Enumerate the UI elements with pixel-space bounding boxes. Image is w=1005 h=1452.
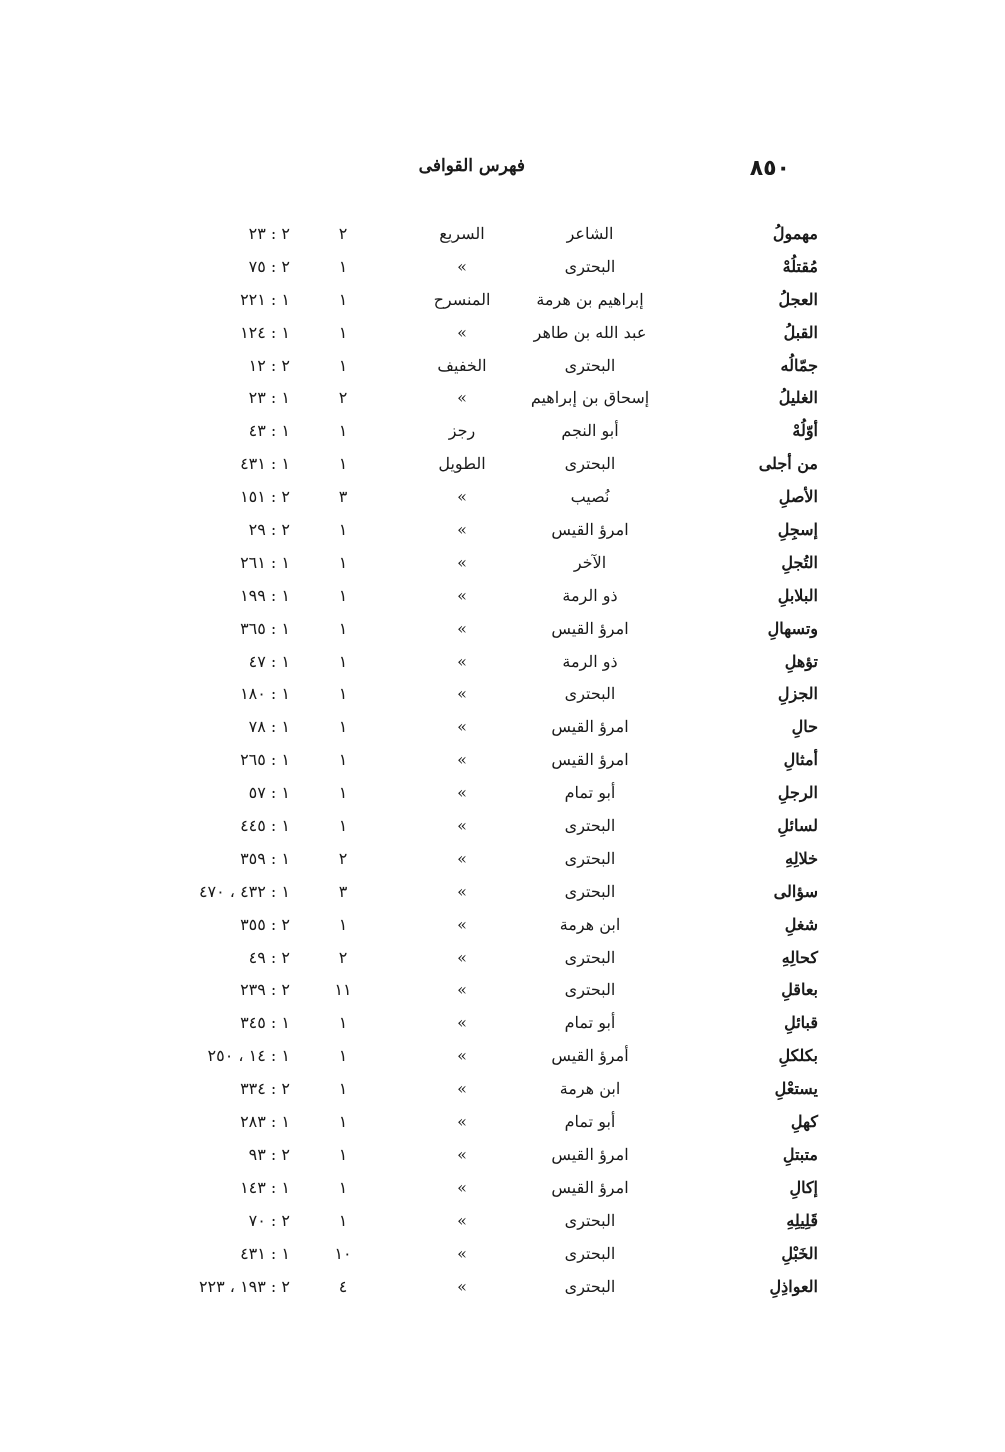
table-row bbox=[130, 974, 830, 1007]
meter-name: » bbox=[457, 980, 467, 1000]
meter-name: الطويل bbox=[438, 454, 486, 474]
page-title: فهرس القوافى bbox=[418, 156, 525, 176]
table-row bbox=[130, 251, 830, 284]
volume-page-reference: ٢ : ٢٣ bbox=[248, 224, 290, 243]
volume-page-reference: ١ : ١٩٩ bbox=[240, 585, 290, 605]
verse-count: ٢ bbox=[338, 224, 348, 243]
meter-name: السريع bbox=[439, 224, 485, 243]
verse-count: ١ bbox=[338, 783, 348, 803]
volume-page-reference: ١ : ٤٣٢ ، ٤٧٠ bbox=[198, 881, 290, 901]
rhyme-word: جمّالُه bbox=[780, 355, 818, 375]
rhyme-word: الرجلِ bbox=[777, 783, 818, 803]
poet-name: البحترى bbox=[564, 684, 616, 704]
verse-count: ١ bbox=[338, 552, 348, 572]
meter-name: » bbox=[457, 914, 467, 934]
meter-name: المنسرح bbox=[433, 289, 491, 309]
rhyme-word: الخَبْلِ bbox=[781, 1243, 818, 1263]
poet-name: البحترى bbox=[564, 816, 616, 836]
poet-name: امرؤ القيس bbox=[551, 750, 629, 770]
verse-count: ١ bbox=[338, 289, 348, 309]
page-header bbox=[140, 150, 820, 190]
rhyme-word: شغلِ bbox=[784, 914, 818, 934]
poet-name: البحترى bbox=[564, 355, 616, 375]
poet-name: البحترى bbox=[564, 1243, 616, 1263]
table-row bbox=[130, 1040, 830, 1073]
table-row bbox=[130, 810, 830, 843]
meter-name: » bbox=[457, 520, 467, 540]
table-row bbox=[130, 284, 830, 317]
table-row bbox=[130, 350, 830, 383]
verse-count: ١ bbox=[338, 717, 348, 737]
verse-count: ١ bbox=[338, 750, 348, 770]
poet-name: ذو الرمة bbox=[562, 585, 618, 605]
poet-name: البحترى bbox=[564, 256, 616, 276]
table-row bbox=[130, 777, 830, 810]
rhyme-word: تؤهلِ bbox=[784, 651, 818, 671]
rhyme-word: أمثالِ bbox=[783, 750, 818, 770]
volume-page-reference: ٢ : ٩٣ bbox=[248, 1144, 290, 1164]
poet-name: البحترى bbox=[564, 980, 616, 1000]
meter-name: » bbox=[457, 618, 467, 638]
rhyme-word: حالِ bbox=[791, 717, 818, 737]
volume-page-reference: ١ : ٢٢١ bbox=[240, 289, 290, 309]
volume-page-reference: ١ : ٣٦٥ bbox=[240, 618, 290, 638]
table-row bbox=[130, 711, 830, 744]
verse-count: ٢ bbox=[338, 388, 348, 408]
verse-count: ٤ bbox=[338, 1276, 348, 1296]
verse-count: ١ bbox=[338, 421, 348, 441]
rhyme-word: البلابلِ bbox=[777, 585, 818, 605]
volume-page-reference: ١ : ٤٣١ bbox=[240, 1243, 290, 1263]
verse-count: ١ bbox=[338, 1013, 348, 1033]
meter-name: » bbox=[457, 256, 467, 276]
verse-count: ١ bbox=[338, 816, 348, 836]
verse-count: ٢ bbox=[338, 947, 348, 967]
rhyme-word: متبتلِ bbox=[782, 1144, 818, 1164]
table-row bbox=[130, 613, 830, 646]
verse-count: ١ bbox=[338, 1144, 348, 1164]
table-row bbox=[130, 678, 830, 711]
table-row bbox=[130, 1106, 830, 1139]
rhyme-word: الجزلِ bbox=[777, 684, 818, 704]
meter-name: » bbox=[457, 487, 467, 507]
volume-page-reference: ١ : ٢٦٥ bbox=[240, 750, 290, 770]
rhyme-word: من أجلى bbox=[758, 454, 818, 474]
verse-count: ٣ bbox=[338, 881, 348, 901]
volume-page-reference: ١ : ٥٧ bbox=[248, 783, 290, 803]
meter-name: » bbox=[457, 1046, 467, 1066]
table-row bbox=[130, 843, 830, 876]
poet-name: إسحاق بن إبراهيم bbox=[530, 388, 650, 408]
rhyme-word: التُجلِ bbox=[781, 552, 818, 572]
volume-page-reference: ٢ : ٧٥ bbox=[248, 256, 290, 276]
rhyme-word: بكلكلِ bbox=[778, 1046, 818, 1066]
meter-name: » bbox=[457, 1013, 467, 1033]
meter-name: » bbox=[457, 1243, 467, 1263]
verse-count: ١١ bbox=[334, 980, 352, 1000]
verse-count: ١ bbox=[338, 651, 348, 671]
poet-name: أبو تمام bbox=[564, 1013, 616, 1033]
poet-name: امرؤ القيس bbox=[551, 717, 629, 737]
poet-name: امرؤ القيس bbox=[551, 520, 629, 540]
verse-count: ١ bbox=[338, 585, 348, 605]
meter-name: » bbox=[457, 750, 467, 770]
meter-name: » bbox=[457, 1079, 467, 1099]
rhyme-word: مُقتلُهْ bbox=[782, 256, 818, 276]
poet-name: عبد الله بن طاهر bbox=[533, 322, 647, 342]
rhyme-word: قبائلِ bbox=[784, 1013, 818, 1033]
rhyme-word: الغليلُ bbox=[778, 388, 818, 408]
rhyme-word: العواذِلِ bbox=[769, 1276, 818, 1296]
volume-page-reference: ٢ : ٣٥٥ bbox=[240, 914, 290, 934]
verse-count: ١ bbox=[338, 322, 348, 342]
poet-name: البحترى bbox=[564, 1276, 616, 1296]
table-row bbox=[130, 580, 830, 613]
table-row bbox=[130, 1007, 830, 1040]
poet-name: ابن هرمة bbox=[559, 914, 621, 934]
table-row bbox=[130, 1238, 830, 1271]
meter-name: » bbox=[457, 1210, 467, 1230]
meter-name: » bbox=[457, 1276, 467, 1296]
volume-page-reference: ٢ : ١٩٣ ، ٢٢٣ bbox=[198, 1276, 290, 1296]
meter-name: » bbox=[457, 947, 467, 967]
poet-name: نُصيب bbox=[570, 487, 610, 507]
verse-count: ١ bbox=[338, 684, 348, 704]
verse-count: ١ bbox=[338, 1210, 348, 1230]
meter-name: » bbox=[457, 651, 467, 671]
poet-name: امرؤ القيس bbox=[551, 1144, 629, 1164]
volume-page-reference: ١ : ٢٦١ bbox=[240, 552, 290, 572]
poet-name: أبو تمام bbox=[564, 1112, 616, 1132]
rhyme-word: وتسهالِ bbox=[767, 618, 818, 638]
table-row bbox=[130, 1205, 830, 1238]
poet-name: إبراهيم بن هرمة bbox=[536, 289, 644, 309]
meter-name: » bbox=[457, 881, 467, 901]
verse-count: ٢ bbox=[338, 848, 348, 868]
rhyme-word: إكالِ bbox=[789, 1177, 818, 1197]
meter-name: » bbox=[457, 1144, 467, 1164]
poet-name: الشاعر bbox=[566, 224, 614, 243]
rhyme-word: أوّلُهْ bbox=[792, 421, 818, 441]
volume-page-reference: ١ : ٤٤٥ bbox=[240, 816, 290, 836]
volume-page-reference: ١ : ٣٤٥ bbox=[240, 1013, 290, 1033]
meter-name: » bbox=[457, 1177, 467, 1197]
rhyme-word: بعاقلِ bbox=[781, 980, 818, 1000]
verse-count: ١ bbox=[338, 618, 348, 638]
rhyme-index-table bbox=[130, 218, 830, 1303]
table-row bbox=[130, 317, 830, 350]
volume-page-reference: ٢ : ٢٣٩ bbox=[240, 980, 290, 1000]
volume-page-reference: ١ : ١٢٤ bbox=[240, 322, 290, 342]
volume-page-reference: ١ : ٤٧ bbox=[248, 651, 290, 671]
verse-count: ١ bbox=[338, 914, 348, 934]
poet-name: أبو النجم bbox=[561, 421, 619, 441]
table-row bbox=[130, 415, 830, 448]
volume-page-reference: ١ : ٢٨٣ bbox=[240, 1112, 290, 1132]
rhyme-word: العجلُ bbox=[778, 289, 818, 309]
rhyme-word: القبلُ bbox=[783, 322, 818, 342]
volume-page-reference: ١ : ٢٣ bbox=[248, 388, 290, 408]
volume-page-reference: ٢ : ٧٠ bbox=[248, 1210, 290, 1230]
table-row bbox=[130, 744, 830, 777]
verse-count: ١ bbox=[338, 1177, 348, 1197]
volume-page-reference: ١ : ١٤ ، ٢٥٠ bbox=[207, 1046, 290, 1066]
poet-name: البحترى bbox=[564, 1210, 616, 1230]
volume-page-reference: ٢ : ٢٩ bbox=[248, 520, 290, 540]
verse-count: ١ bbox=[338, 256, 348, 276]
poet-name: البحترى bbox=[564, 454, 616, 474]
volume-page-reference: ١ : ٧٨ bbox=[248, 717, 290, 737]
volume-page-reference: ١ : ٣٥٩ bbox=[240, 848, 290, 868]
volume-page-reference: ٢ : ٤٩ bbox=[248, 947, 290, 967]
verse-count: ١ bbox=[338, 1079, 348, 1099]
rhyme-word: كهلِ bbox=[790, 1112, 818, 1132]
rhyme-word: خلالِهِ bbox=[785, 848, 818, 868]
table-row bbox=[130, 448, 830, 481]
poet-name: ذو الرمة bbox=[562, 651, 618, 671]
table-row bbox=[130, 1271, 830, 1304]
volume-page-reference: ١ : ١٨٠ bbox=[240, 684, 290, 704]
table-row bbox=[130, 1139, 830, 1172]
meter-name: » bbox=[457, 388, 467, 408]
table-row bbox=[130, 218, 830, 251]
verse-count: ١ bbox=[338, 1046, 348, 1066]
rhyme-word: الأصلِ bbox=[778, 487, 818, 507]
poet-name: الآخر bbox=[573, 552, 607, 572]
poet-name: البحترى bbox=[564, 881, 616, 901]
poet-name: امرؤ القيس bbox=[551, 1177, 629, 1197]
poet-name: البحترى bbox=[564, 947, 616, 967]
poet-name: امرؤ القيس bbox=[551, 618, 629, 638]
page-number: ٨٥٠ bbox=[749, 156, 790, 181]
meter-name: » bbox=[457, 684, 467, 704]
rhyme-word: يستعْلِ bbox=[774, 1079, 818, 1099]
table-row bbox=[130, 909, 830, 942]
meter-name: » bbox=[457, 322, 467, 342]
meter-name: » bbox=[457, 783, 467, 803]
table-row bbox=[130, 1172, 830, 1205]
volume-page-reference: ٢ : ٣٣٤ bbox=[240, 1079, 290, 1099]
volume-page-reference: ١ : ١٤٣ bbox=[240, 1177, 290, 1197]
verse-count: ١٠ bbox=[334, 1243, 352, 1263]
volume-page-reference: ١ : ٤٣ bbox=[248, 421, 290, 441]
meter-name: » bbox=[457, 552, 467, 572]
meter-name: » bbox=[457, 585, 467, 605]
rhyme-word: قَلِيلِهِ bbox=[786, 1210, 818, 1230]
table-row bbox=[130, 876, 830, 909]
volume-page-reference: ٢ : ١٥١ bbox=[240, 487, 290, 507]
table-row bbox=[130, 646, 830, 679]
poet-name: البحترى bbox=[564, 848, 616, 868]
rhyme-word: كحالِهِ bbox=[781, 947, 818, 967]
verse-count: ٣ bbox=[338, 487, 348, 507]
table-row bbox=[130, 547, 830, 580]
table-row bbox=[130, 382, 830, 415]
poet-name: ابن هرمة bbox=[559, 1079, 621, 1099]
verse-count: ١ bbox=[338, 520, 348, 540]
table-row bbox=[130, 481, 830, 514]
poet-name: أمرؤ القيس bbox=[551, 1046, 629, 1066]
table-row bbox=[130, 1073, 830, 1106]
meter-name: الخفيف bbox=[437, 355, 487, 375]
verse-count: ١ bbox=[338, 1112, 348, 1132]
verse-count: ١ bbox=[338, 355, 348, 375]
volume-page-reference: ٢ : ١٢ bbox=[248, 355, 290, 375]
meter-name: رجز bbox=[448, 421, 476, 441]
poet-name: أبو تمام bbox=[564, 783, 616, 803]
table-row bbox=[130, 942, 830, 975]
meter-name: » bbox=[457, 1112, 467, 1132]
verse-count: ١ bbox=[338, 454, 348, 474]
rhyme-word: لسائلِ bbox=[777, 816, 818, 836]
volume-page-reference: ١ : ٤٣١ bbox=[240, 454, 290, 474]
rhyme-word: إسجِلِ bbox=[777, 520, 818, 540]
meter-name: » bbox=[457, 717, 467, 737]
table-row bbox=[130, 514, 830, 547]
meter-name: » bbox=[457, 848, 467, 868]
meter-name: » bbox=[457, 816, 467, 836]
rhyme-word: مهمولُ bbox=[772, 224, 818, 243]
rhyme-word: سؤالى bbox=[773, 881, 818, 901]
